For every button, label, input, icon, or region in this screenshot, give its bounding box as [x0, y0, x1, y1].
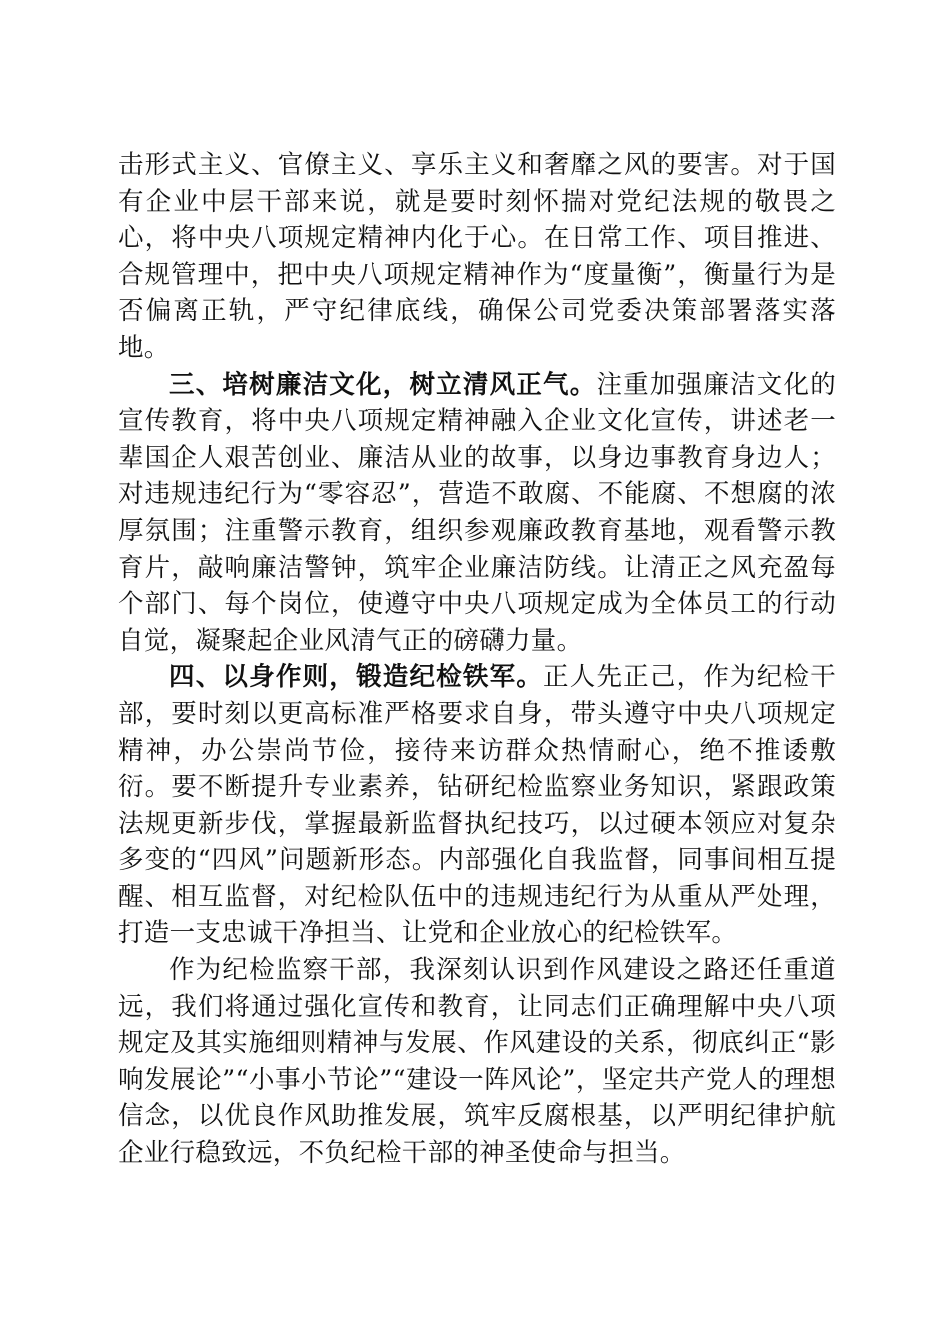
document-body — [118, 147, 836, 1172]
paragraph-conclusion — [118, 952, 836, 1172]
paragraph-text: 正人先正己，作为纪检干部，要时刻以更高标准严格要求自身，带头遵守中央八项规定精神，办公崇尚节俭，接待来访群众热情耐心，绝不推诿敷衍。要不断提升专业素养，钻研纪检监察业务知识，紧跟政策法规更新步伐，掌握最新监督执纪技巧，以过硬本领应对复杂多变的“四风”问题新形态。内部强化自我监督，同事间相互提醒、相互监督，对纪检队伍中的违规违纪行为从重从严处理，打造一支忠诚干净担当、让党和企业放心的纪检铁军。 — [118, 662, 836, 949]
paragraph-section-four — [118, 659, 836, 952]
paragraph-text: 击形式主义、官僚主义、享乐主义和奢靡之风的要害。对于国有企业中层干部来说，就是要时刻怀揣对党纪法规的敬畏之心，将中央八项规定精神内化于心。在日常工作、项目推进、合规管理中，把中央八项规定精神作为“度量衡”，衡量行为是否偏离正轨，严守纪律底线，确保公司党委决策部署落实落地。 — [118, 150, 836, 363]
paragraph-continuation — [118, 147, 836, 367]
section-heading: 三、培树廉洁文化，树立清风正气。 — [169, 369, 597, 400]
paragraph-text: 注重加强廉洁文化的宣传教育，将中央八项规定精神融入企业文化宣传，讲述老一辈国企人艰苦创业、廉洁从业的故事，以身边事教育身边人；对违规违纪行为“零容忍”，营造不敢腐、不能腐、不想腐的浓厚氛围；注重警示教育，组织参观廉政教育基地，观看警示教育片，敲响廉洁警钟，筑牢企业廉洁防线。让清正之风充盈每个部门、每个岗位，使遵守中央八项规定成为全体员工的行动自觉，凝聚起企业风清气正的磅礴力量。 — [118, 369, 836, 656]
paragraph-section-three — [118, 367, 836, 660]
paragraph-text: 作为纪检监察干部，我深刻认识到作风建设之路还任重道远，我们将通过强化宣传和教育，让同志们正确理解中央八项规定及其实施细则精神与发展、作风建设的关系，彻底纠正“影响发展论”“小事小节论”“建设一阵风论”，坚定共产党人的理想信念，以优良作风助推发展，筑牢反腐根基，以严明纪律护航企业行稳致远，不负纪检干部的神圣使命与担当。 — [118, 955, 836, 1169]
section-heading: 四、以身作则，锻造纪检铁军。 — [169, 662, 544, 693]
